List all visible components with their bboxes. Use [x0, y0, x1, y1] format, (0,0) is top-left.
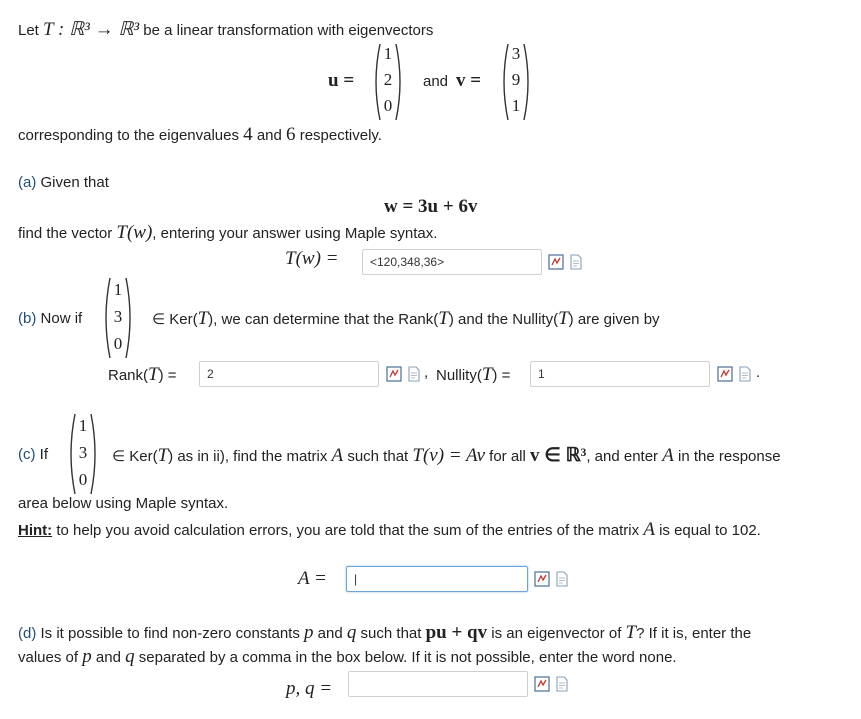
part-a-instr-pre: find the vector: [18, 225, 113, 242]
w-equation: w = 3u + 6v: [384, 196, 478, 217]
part-a-label: (a): [18, 174, 37, 191]
hint-text: to help you avoid calculation errors, you are told that the sum of the entries of the matrix: [56, 522, 640, 539]
part-d-text3: is an eigenvector of: [491, 625, 622, 642]
part-c-A2: A: [662, 445, 674, 466]
part-c-A1: A: [331, 445, 344, 466]
part-c-line2: area below using Maple syntax.: [18, 495, 229, 512]
maple-preview-icon[interactable]: [717, 366, 733, 382]
part-a-Tw: T(w): [116, 222, 153, 243]
part-d-l2-q: q: [125, 646, 135, 667]
eigenvalue-line: [18, 124, 382, 146]
part-d-text4: ? If it is, enter the: [636, 625, 752, 642]
intro-let: Let: [18, 22, 39, 39]
u-vector: [372, 42, 404, 122]
rank-close: ) =: [158, 367, 177, 384]
u-entry-1: 1: [383, 44, 393, 63]
part-d-p: p: [304, 622, 314, 643]
part-b-text2: ) and the Nullity(: [448, 311, 559, 328]
help-document-icon[interactable]: [554, 571, 570, 587]
hint-end: is equal to 102.: [659, 522, 761, 539]
ker-b-entry-1: 1: [113, 280, 123, 299]
part-a-given: Given that: [40, 174, 109, 191]
nullity-input[interactable]: [530, 361, 710, 387]
part-b-text: [152, 308, 660, 330]
ker-b-entry-3: 0: [113, 334, 123, 353]
maple-preview-icon[interactable]: [534, 571, 550, 587]
A-answer-input[interactable]: [346, 566, 528, 592]
part-c-eq: T(v) = Av: [412, 445, 485, 466]
part-d-T: T: [625, 622, 637, 643]
rank-input[interactable]: [199, 361, 379, 387]
part-d-line1: [18, 622, 751, 644]
nullity-period: .: [756, 364, 761, 381]
part-b-inker: ∈ Ker(: [152, 311, 198, 328]
Tw-answer-label: T(w) =: [285, 248, 339, 269]
part-c-text3: for all: [489, 448, 526, 465]
u-label: u =: [328, 70, 355, 91]
part-d-q: q: [346, 622, 357, 643]
ker-b-entry-2: 3: [113, 307, 123, 326]
part-d-text2: such that: [360, 625, 422, 642]
eigen-end: respectively.: [299, 127, 382, 144]
Tw-answer-input[interactable]: [362, 249, 542, 275]
ker-vector-c: [67, 412, 99, 496]
ker-vector-b: [102, 276, 134, 360]
part-c-text4: , and enter: [586, 448, 659, 465]
part-d-label: (d): [18, 625, 37, 642]
u-entry-3: 0: [383, 96, 393, 115]
part-d-l2-p: p: [82, 646, 92, 667]
rank-label-text: Rank(: [108, 367, 149, 384]
v-entry-3: 1: [511, 96, 521, 115]
part-b-T2: T: [438, 308, 449, 329]
ker-c-entry-1: 1: [78, 416, 88, 435]
help-document-icon[interactable]: [406, 366, 422, 382]
eigen-text: corresponding to the eigenvalues: [18, 127, 239, 144]
part-a-instr-post: , entering your answer using Maple syntax.: [152, 225, 438, 242]
part-d-l2-pre: values of: [18, 649, 79, 666]
part-b-text3: ) are given by: [568, 311, 660, 328]
part-d-and: and: [317, 625, 343, 642]
hint-label: Hint:: [18, 522, 53, 539]
part-c-heading: [18, 446, 48, 463]
part-d-text1: Is it possible to find non-zero constants: [40, 625, 300, 642]
nullity-label-text: Nullity(: [436, 367, 482, 384]
pq-answer-input[interactable]: [348, 671, 528, 697]
part-d-expr: pu + qv: [425, 622, 488, 643]
maple-preview-icon[interactable]: [534, 676, 550, 692]
intro-map: T : ℝ³ → ℝ³: [43, 19, 140, 40]
part-b-label: (b): [18, 310, 37, 327]
and-text: and: [423, 73, 449, 90]
part-c-label: (c): [18, 446, 36, 463]
part-c-text5: in the response: [678, 448, 781, 465]
v-label: v =: [456, 70, 482, 91]
part-c-if: If: [39, 446, 49, 463]
A-answer-label: A =: [298, 568, 327, 589]
help-document-icon[interactable]: [568, 254, 584, 270]
part-b-heading: [18, 310, 82, 327]
part-c-text: [112, 444, 781, 467]
nullity-label: [436, 364, 510, 386]
help-document-icon[interactable]: [554, 676, 570, 692]
part-c-hint: [18, 519, 761, 541]
eigenvalue-1: 4: [243, 124, 253, 145]
ker-c-entry-2: 3: [78, 443, 88, 462]
part-d-l2-and: and: [95, 649, 121, 666]
nullity-close: ) =: [492, 367, 511, 384]
u-entry-2: 2: [383, 70, 393, 89]
nullity-T: T: [481, 364, 493, 385]
maple-preview-icon[interactable]: [386, 366, 402, 382]
part-a-instruction: [18, 222, 437, 244]
part-c-T: T: [157, 445, 169, 466]
part-d-l2-post: separated by a comma in the box below. If it is not possible, enter the word none.: [138, 649, 677, 666]
eigen-and: and: [256, 127, 282, 144]
part-c-forall: v ∈ ℝ³: [530, 445, 587, 466]
v-entry-1: 3: [511, 44, 521, 63]
intro-line: [18, 18, 433, 41]
maple-preview-icon[interactable]: [548, 254, 564, 270]
hint-A: A: [643, 519, 655, 540]
v-entry-2: 9: [511, 70, 521, 89]
part-d-line2: [18, 646, 677, 668]
part-b-T3: T: [558, 308, 569, 329]
part-c-text2: such that: [347, 448, 409, 465]
part-b-text1: ), we can determine that the Rank(: [208, 311, 439, 328]
eigenvalue-2: 6: [286, 124, 296, 145]
part-c-text1: ) as in ii), find the matrix: [168, 448, 328, 465]
ker-c-entry-3: 0: [78, 470, 88, 489]
part-c-inker: ∈ Ker(: [112, 448, 158, 465]
intro-text: be a linear transformation with eigenvectors: [143, 22, 434, 39]
part-b-now-if: Now if: [40, 310, 83, 327]
help-document-icon[interactable]: [737, 366, 753, 382]
pq-answer-label: p, q =: [286, 678, 333, 699]
v-vector: [500, 42, 532, 122]
part-a-heading: [18, 174, 109, 191]
part-b-T1: T: [197, 308, 209, 329]
rank-T: T: [148, 364, 159, 385]
rank-comma: ,: [424, 364, 429, 381]
rank-label: [108, 364, 177, 386]
